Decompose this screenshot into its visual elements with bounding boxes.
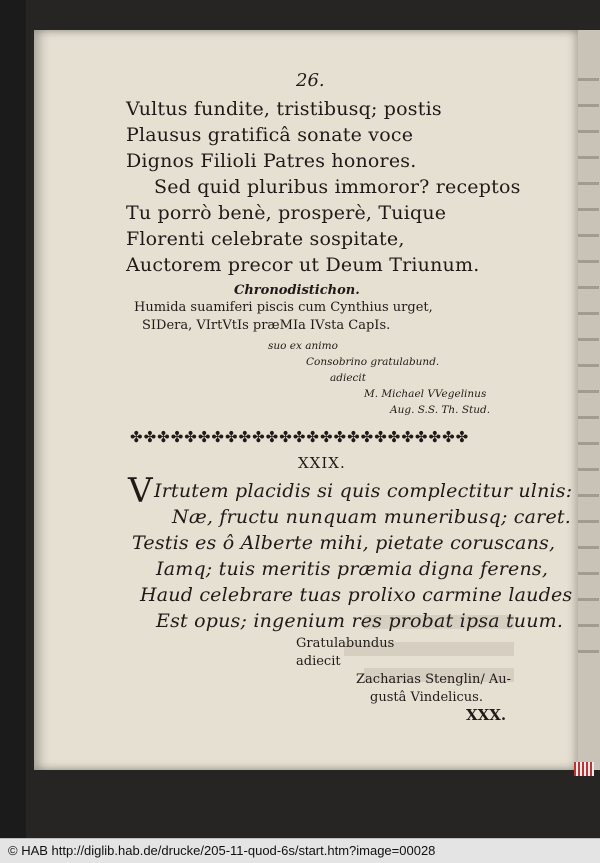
copyright-link[interactable]: © HAB http://diglib.hab.de/drucke/205-11-quod-6s/start.htm?image=00028 [8, 843, 436, 858]
section-number: XXIX. [298, 454, 346, 472]
epigram-line: Irtutem placidis si quis complectitur ulnis: [154, 480, 573, 502]
epigram-line: Est opus; ingenium res probat ipsa tuum. [156, 610, 564, 632]
signature-line: Consobrino gratulabund. [306, 356, 440, 368]
drop-capital: V [128, 471, 153, 511]
signature-line: Aug. S.S. Th. Stud. [390, 404, 491, 416]
catchword: XXX. [466, 706, 507, 724]
binding-shadow [0, 0, 26, 838]
verse-line: Sed quid pluribus immoror? receptos [154, 176, 521, 198]
epigram-line: Testis es ô Alberte mihi, pietate coruscans, [132, 532, 556, 554]
verse-line: Plausus gratificâ sonate voce [126, 124, 414, 146]
signature-line: gustâ Vindelicus. [370, 690, 483, 705]
signature-line: Gratulabundus [296, 636, 395, 651]
verse-line: Vultus fundite, tristibusq; postis [126, 98, 442, 120]
signature-line: adiecit [296, 654, 341, 669]
signature-name: Zacharias Stenglin/ Au- [356, 672, 511, 687]
verse-line: Florenti celebrate sospitate, [126, 228, 405, 250]
page-number: 26. [296, 70, 325, 91]
ornamental-border: ✤✤✤✤✤✤✤✤✤✤✤✤✤✤✤✤✤✤✤✤✤✤✤✤✤ [130, 428, 470, 446]
chronodistichon-line: Humida suamiferi piscis cum Cynthius urget, [134, 300, 433, 315]
verse-line: Auctorem precor ut Deum Triunum. [126, 254, 480, 276]
epigram-line: Haud celebrare tuas prolixo carmine laudes [140, 584, 573, 606]
book-page [34, 30, 578, 770]
epigram-line: Næ, fructu nunquam muneribusq; caret. [172, 506, 571, 528]
verse-line: Dignos Filioli Patres honores. [126, 150, 417, 172]
signature-line: adiecit [330, 372, 367, 384]
chronodistichon-title: Chronodistichon. [234, 283, 360, 298]
verse-line: Tu porrò benè, prosperè, Tuique [126, 202, 447, 224]
footer-bar [0, 838, 600, 863]
chronodistichon-line: SIDera, VIrtVtIs præMIa IVsta CapIs. [142, 318, 391, 333]
color-ruler [574, 762, 594, 776]
epigram-line: Iamq; tuis meritis præmia digna ferens, [156, 558, 549, 580]
signature-name: M. Michael VVegelinus [364, 388, 487, 400]
signature-line: suo ex animo [268, 340, 338, 352]
